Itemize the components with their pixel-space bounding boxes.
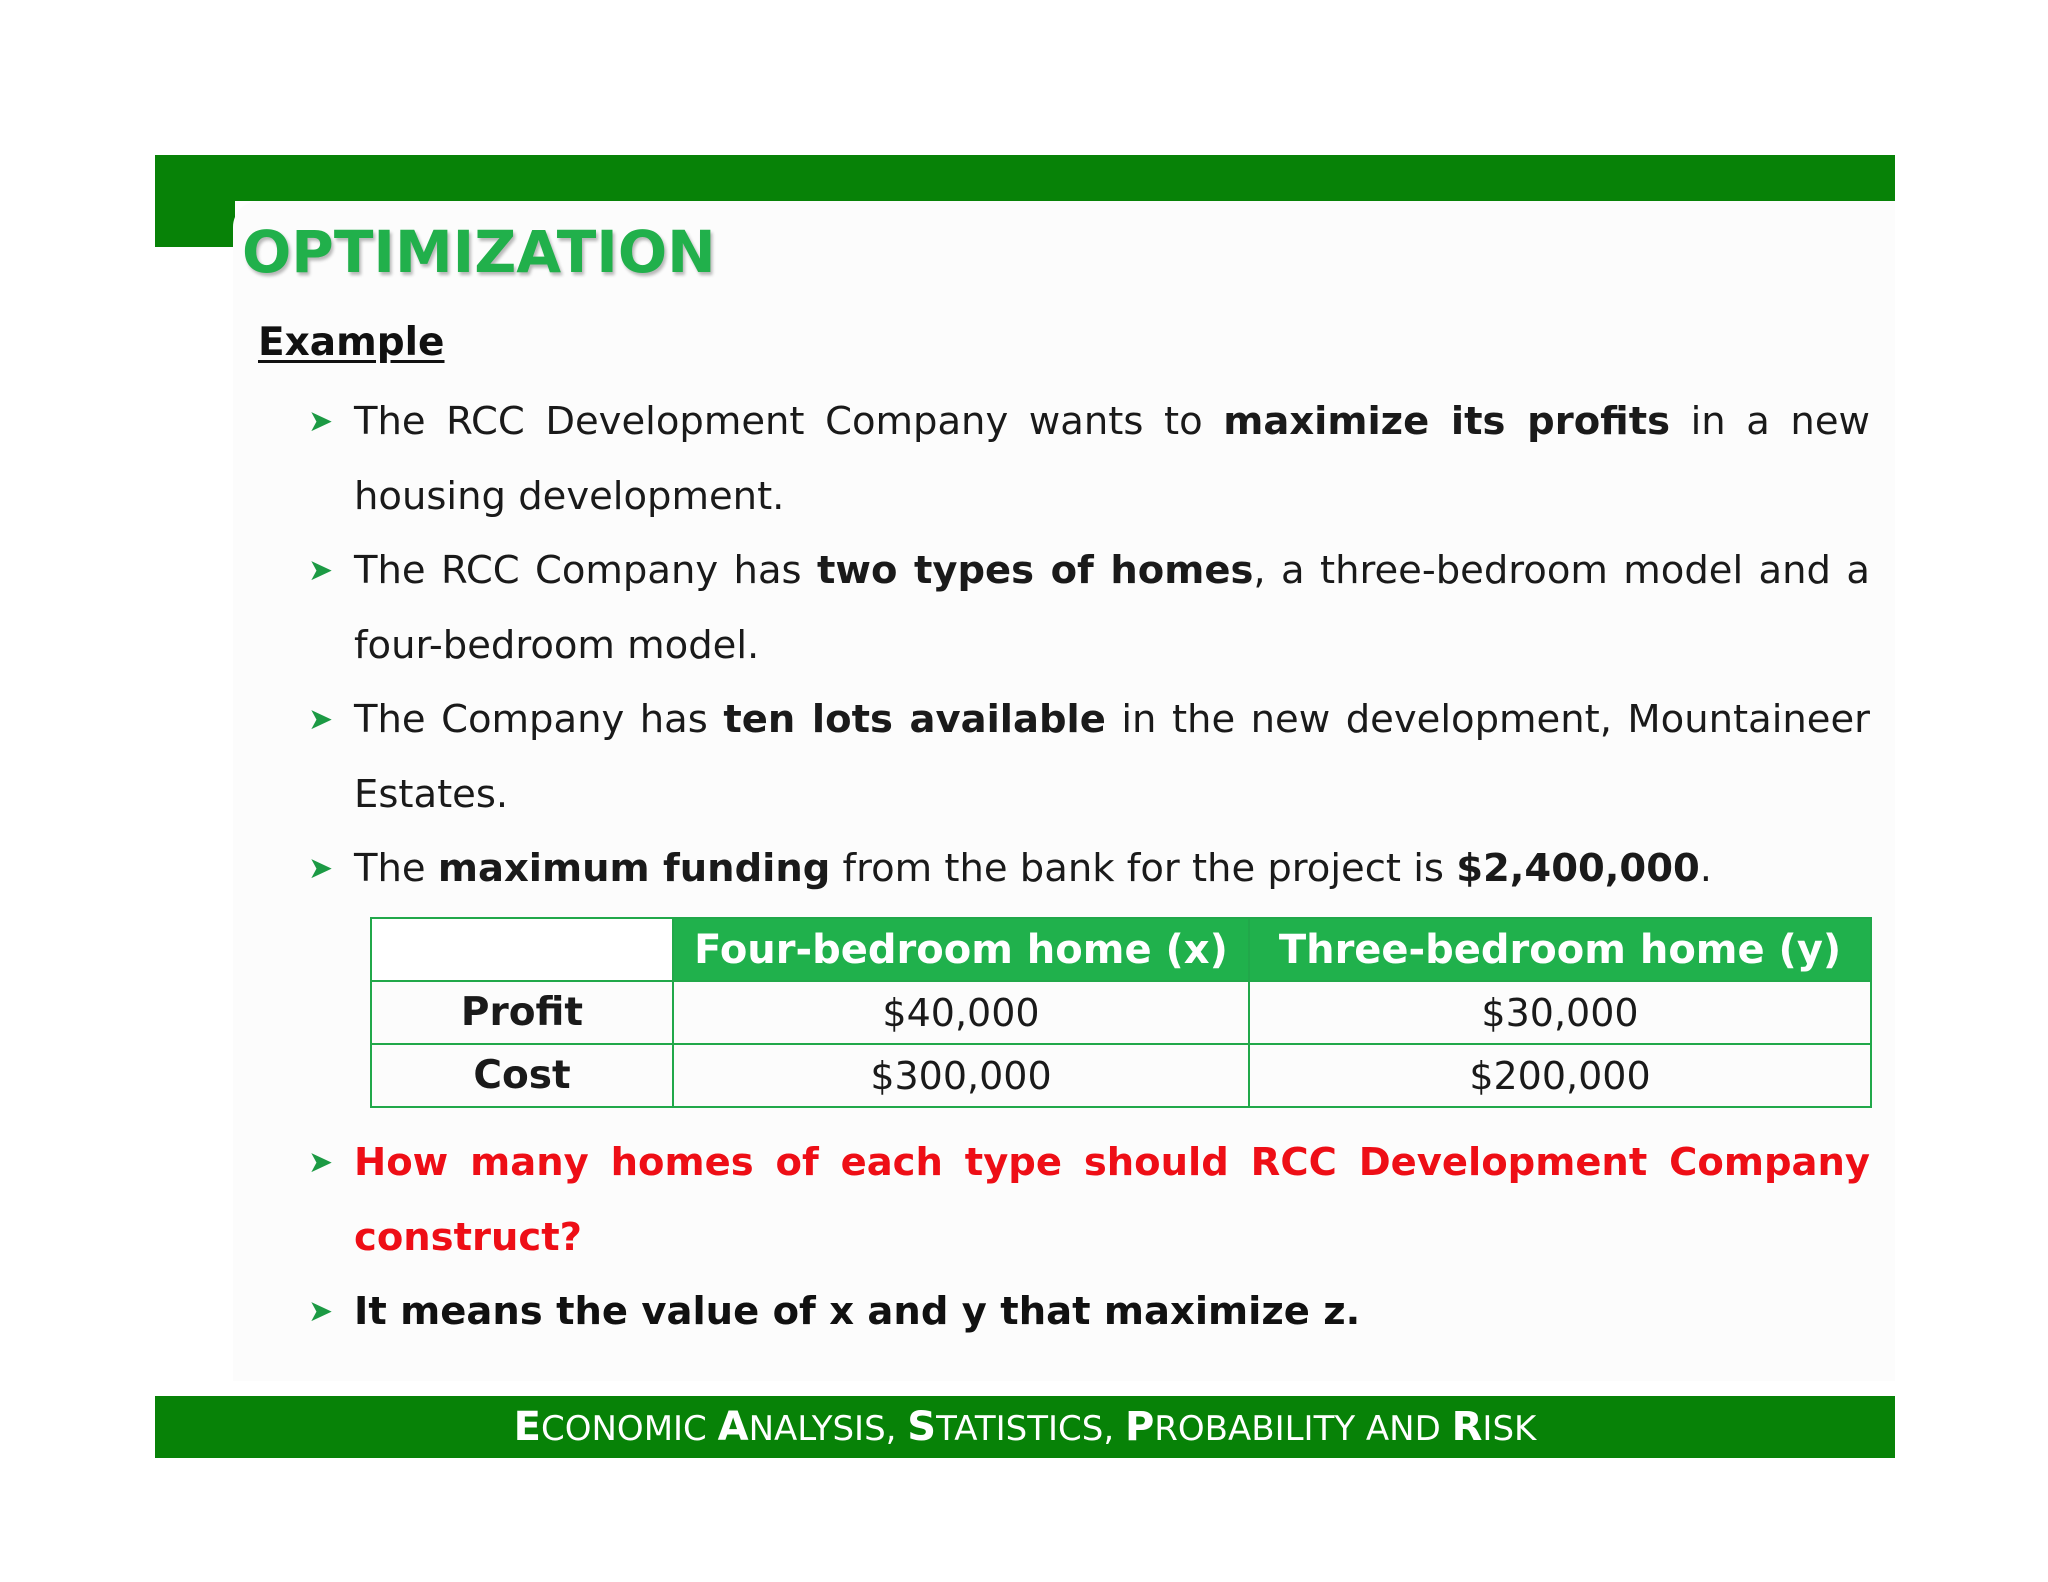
bullet-item-home-types [300,534,1870,683]
bullet-item-profits [300,385,1870,534]
bullet-item-lots [300,683,1870,832]
footer-initial: S [907,1404,937,1450]
slide-title: OPTIMIZATION [242,218,716,286]
footer-word: NALYSIS, [748,1409,908,1449]
footer-word: TATISTICS, [936,1409,1125,1449]
row-label-profit: Profit [371,981,673,1044]
bullet-text-part: in a new housing development. [354,399,1870,519]
header-bar [155,155,1895,201]
footer-initial: A [717,1404,749,1450]
arrowhead-right-icon: ➤ [308,851,334,886]
data-table-container [370,917,1870,1108]
bullet-text-part: from the bank for the project is [830,846,1457,891]
header-bar-tab [155,195,235,247]
row-label-cost: Cost [371,1044,673,1107]
bullet-list [300,385,1870,907]
bullet-text-part: The RCC Company has [354,548,817,593]
table-header-blank [371,918,673,981]
arrowhead-right-icon: ➤ [308,1145,334,1180]
table-header-row [371,918,1871,981]
bullet-text-part: in the new development, Mountaineer Estates. [354,697,1870,817]
bullet-emphasis: maximum funding [437,846,831,891]
table-row [371,1044,1871,1107]
arrowhead-right-icon: ➤ [308,553,334,588]
profit-cost-table [370,917,1872,1108]
arrowhead-right-icon: ➤ [308,702,334,737]
question-text: How many homes of each type should RCC Development Company construct? [354,1140,1870,1260]
arrowhead-right-icon: ➤ [308,1294,334,1329]
bullet-item-funding [300,832,1870,907]
table-row [371,981,1871,1044]
footer-word: ROBABILITY AND [1154,1409,1452,1449]
bullet-emphasis: maximize its profits [1223,399,1671,444]
bullet-text-part: The Company has [354,697,724,742]
footer-initial: P [1124,1404,1155,1450]
bullet-item-question [300,1126,1870,1275]
cell-profit-x: $40,000 [673,981,1249,1044]
bullet-emphasis: $2,400,000 [1456,846,1700,891]
footer-initial: R [1451,1404,1483,1450]
bullet-text-part: . [1699,846,1713,891]
arrowhead-right-icon: ➤ [308,404,334,439]
example-heading: Example [258,320,445,365]
bullet-emphasis: two types of homes [816,548,1254,593]
bullet-item-conclusion [300,1275,1870,1350]
footer-word: CONOMIC [541,1409,718,1449]
conclusion-text: It means the value of x and y that maximize z. [354,1289,1361,1334]
bullet-emphasis: ten lots available [723,697,1106,742]
footer-title [514,1404,1537,1450]
footer-word: ISK [1482,1409,1537,1449]
table-header-four-bedroom: Four-bedroom home (x) [673,918,1249,981]
table-header-three-bedroom: Three-bedroom home (y) [1249,918,1871,981]
footer-initial: E [513,1404,541,1450]
cell-cost-x: $300,000 [673,1044,1249,1107]
bullet-text-part: , a three-bedroom model and a four-bedroom model. [354,548,1870,668]
footer-bar [155,1396,1895,1458]
bullet-text-part: The [354,846,438,891]
conclusion-list [300,1126,1870,1350]
cell-cost-y: $200,000 [1249,1044,1871,1107]
bullet-text-part: The RCC Development Company wants to [354,399,1224,444]
cell-profit-y: $30,000 [1249,981,1871,1044]
